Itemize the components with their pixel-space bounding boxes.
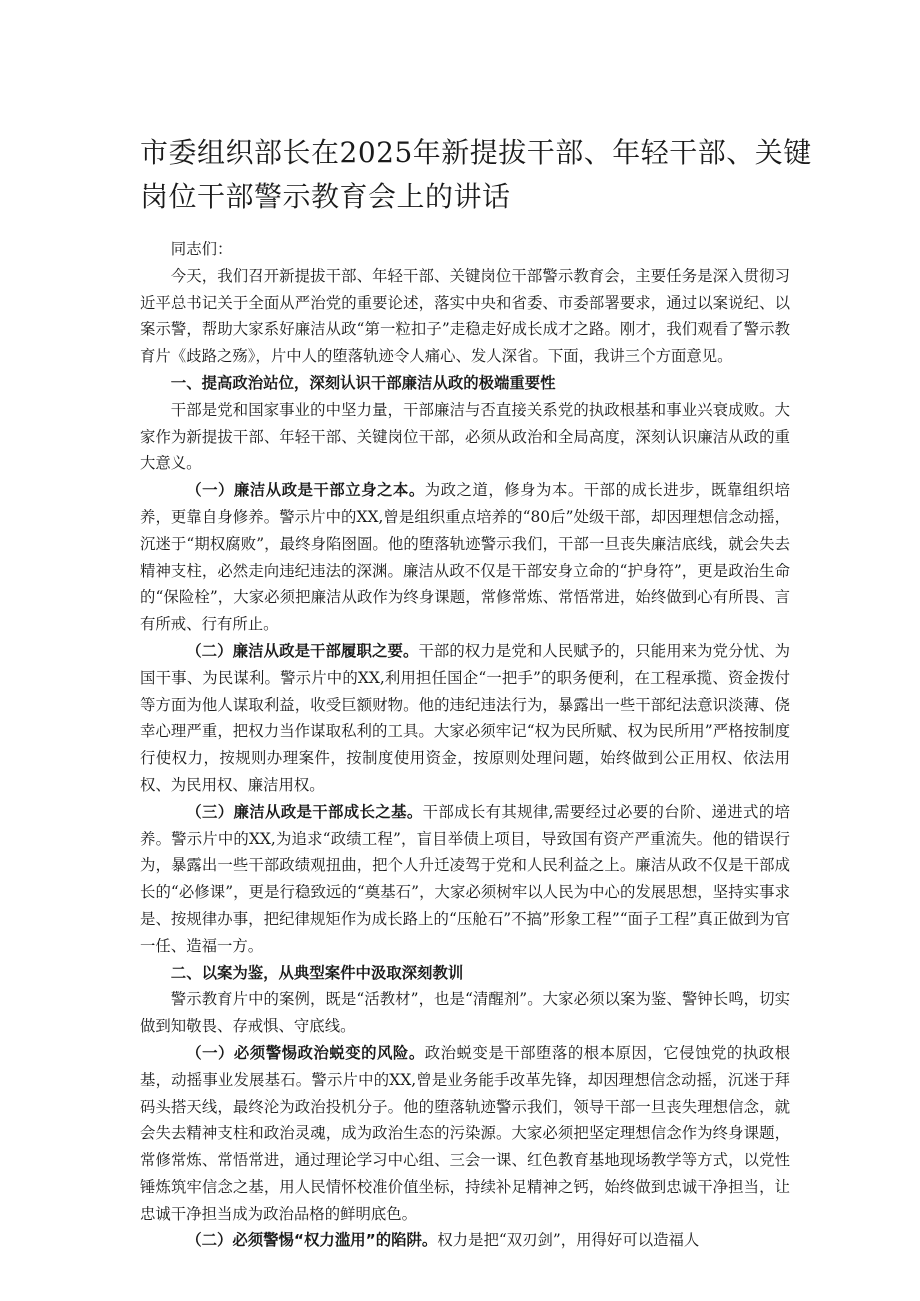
section-2-item-1-lead: （一）必须警惕政治蜕变的风险。 xyxy=(186,1043,425,1062)
section-1-item-1-lead: （一）廉洁从政是干部立身之本。 xyxy=(186,481,425,500)
section-1-item-2 xyxy=(140,638,790,799)
section-2-item-1 xyxy=(140,1040,790,1228)
section-1-item-2-lead: （二）廉洁从政是干部履职之要。 xyxy=(186,641,419,660)
section-1-item-3-lead: （三）廉洁从政是干部成长之基。 xyxy=(186,802,423,821)
section-1-item-1-text: 为政之道，修身为本。干部的成长进步，既靠组织培养，更靠自身修养。警示片中的XX,曾是组织重点培养的“80后”处级干部，却因理想信念动摇，沉迷于“期权腐败”，最终身陷囹圄。他的堕落轨迹警示我们，干部一旦丧失廉洁底线，就会失去精神支柱，必然走向违纪违法的深渊。廉洁从政不仅是干部安身立命的“护身符”，更是政治生命的“保险栓”，大家必须把廉洁从政作为终身课题，常修常炼、常悟常进，始终做到心有所畏、言有所戒、行有所止。 xyxy=(140,481,790,634)
section-1-item-1 xyxy=(140,477,790,638)
section-1-item-3 xyxy=(140,799,790,960)
section-1-item-2-text: 干部的权力是党和人民赋予的，只能用来为党分忧、为国干事、为民谋利。警示片中的XX,利用担任国企“一把手”的职务便利，在工程承揽、资金拨付等方面为他人谋取利益，收受巨额财物。他的违纪违法行为，暴露出一些干部纪法意识淡薄、侥幸心理严重，把权力当作谋取私利的工具。大家必须牢记“权为民所赋、权为民所用”严格按制度行使权力，按规则办理案件，按制度使用资金，按原则处理问题，始终做到公正用权、依法用权、为民用权、廉洁用权。 xyxy=(140,641,790,794)
section-2-heading: 二、以案为鉴，从典型案件中汲取深刻教训 xyxy=(170,963,464,982)
section-2-item-2-lead: （二）必须警惕“权力滥用”的陷阱。 xyxy=(186,1231,438,1250)
section-2-item-2 xyxy=(140,1227,790,1254)
section-2-intro: 警示教育片中的案例，既是“活教材”，也是“清醒剂”。大家必须以案为鉴、警钟长鸣，切实做到知敬畏、存戒惧、守底线。 xyxy=(140,990,790,1036)
document-title: 市委组织部长在2025年新提拔干部、年轻干部、关键岗位干部警示教育会上的讲话 xyxy=(140,136,812,213)
document-body xyxy=(140,236,790,1254)
section-1-item-3-text: 干部成长有其规律,需要经过必要的台阶、递进式的培养。警示片中的XX,为追求“政绩工程”，盲目举债上项目，导致国有资产严重流失。他的错误行为，暴露出一些干部政绩观扭曲，把个人升迁凌驾于党和人民利益之上。廉洁从政不仅是干部成长的“必修课”，更是行稳致远的“奠基石”，大家必须树牢以人民为中心的发展思想，坚持实事求是、按规律办事，把纪律规矩作为成长路上的“压舱石”不搞”形象工程”“面子工程”真正做到为官一任、造福一方。 xyxy=(140,802,790,955)
section-2-item-2-text: 权力是把“双刃剑”，用得好可以造福人 xyxy=(437,1231,700,1250)
section-1-intro: 干部是党和国家事业的中坚力量，干部廉洁与否直接关系党的执政根基和事业兴衰成败。大家作为新提拔干部、年轻干部、关键岗位干部，必须从政治和全局高度，深刻认识廉洁从政的重大意义。 xyxy=(140,400,790,473)
intro-paragraph: 今天，我们召开新提拔干部、年轻干部、关键岗位干部警示教育会，主要任务是深入贯彻习近平总书记关于全面从严治党的重要论述，落实中央和省委、市委部署要求，通过以案说纪、以案示警，帮助大家系好廉洁从政“第一粒扣子”走稳走好成长成才之路。刚才，我们观看了警示教育片《歧路之殇》，片中人的堕落轨迹令人痛心、发人深省。下面，我讲三个方面意见。 xyxy=(140,266,790,366)
salutation: 同志们： xyxy=(170,240,233,258)
section-1-heading: 一、提高政治站位，深刻认识干部廉洁从政的极端重要性 xyxy=(170,373,556,392)
section-2-item-1-text: 政治蜕变是干部堕落的根本原因，它侵蚀党的执政根基，动摇事业发展基石。警示片中的XX,曾是业务能手改革先锋，却因理想信念动摇，沉迷于拜码头搭天线，最终沦为政治投机分子。他的堕落轨迹警示我们，领导干部一旦丧失理想信念，就会失去精神支柱和政治灵魂，成为政治生态的污染源。大家必须把坚定理想信念作为终身课题，常修常炼、常悟常进，通过理论学习中心组、三会一课、红色教育基地现场教学等方式，以党性锤炼筑牢信念之基，用人民情怀校准价值坐标，持续补足精神之钙，始终做到忠诚干净担当，让忠诚干净担当成为政治品格的鲜明底色。 xyxy=(140,1043,790,1223)
